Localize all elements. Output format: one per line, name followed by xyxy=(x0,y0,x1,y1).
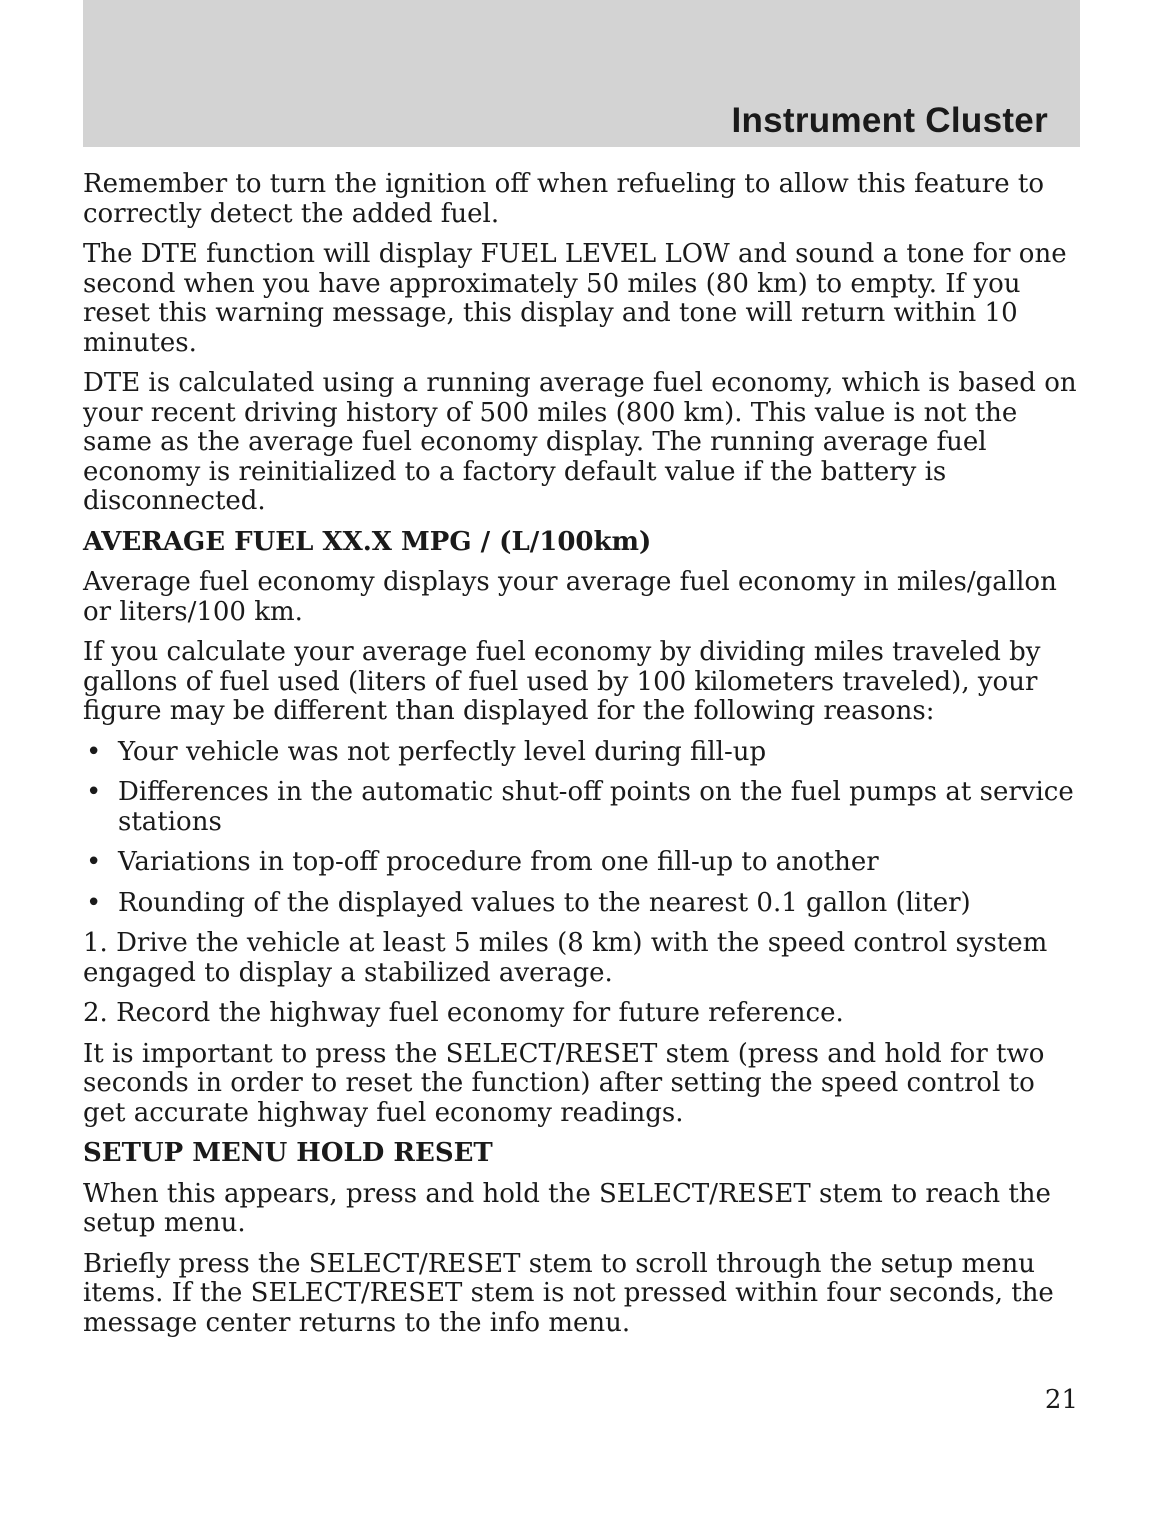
intro-paragraph-refueling: Remember to turn the ignition off when refueling to allow this feature to correctly detect the added fuel. xyxy=(83,169,1044,229)
header-band xyxy=(83,0,1080,147)
intro-paragraph-dte-calculation: DTE is calculated using a running average fuel economy, which is based on your recent driving history of 500 miles (800 km). This value is not the same as the average fuel economy display. The running average fuel economy is reinitialized to a factory default value if the battery is disconnected. xyxy=(83,368,1077,516)
setup-menu-heading: SETUP MENU HOLD RESET xyxy=(83,1138,493,1168)
step-2: 2. Record the highway fuel economy for future reference. xyxy=(83,998,844,1028)
bullet-icon: • xyxy=(86,887,102,918)
setup-menu-paragraph-hold: When this appears, press and hold the SELECT/RESET stem to reach the setup menu. xyxy=(83,1178,1051,1238)
list-item-text: Rounding of the displayed values to the nearest 0.1 gallon (liter) xyxy=(118,887,971,918)
average-fuel-calculation-note: If you calculate your average fuel economy by dividing miles traveled by gallons of fuel used (liters of fuel used by 100 kilometers traveled), your figure may be different than displayed for the following reasons: xyxy=(83,637,1041,726)
list-item-text: Your vehicle was not perfectly level during fill-up xyxy=(118,736,767,767)
list-item xyxy=(83,889,1083,919)
average-fuel-description: Average fuel economy displays your average fuel economy in miles/gallon or liters/100 km. xyxy=(83,567,1057,627)
list-item xyxy=(83,778,1083,837)
page-number: 21 xyxy=(1044,1385,1078,1415)
select-reset-note: It is important to press the SELECT/RESET stem (press and hold for two seconds in order to reset the function) after setting the speed control to get accurate highway fuel economy readings. xyxy=(83,1038,1045,1128)
list-item xyxy=(83,848,1083,878)
list-item-text: Differences in the automatic shut-off points on the fuel pumps at service stations xyxy=(118,777,1074,837)
page-content xyxy=(83,170,1083,1349)
section-title: Instrument Cluster xyxy=(731,101,1048,140)
bullet-icon: • xyxy=(86,847,102,877)
average-fuel-heading: AVERAGE FUEL XX.X MPG / (L/100km) xyxy=(83,526,652,557)
bullet-icon: • xyxy=(86,777,102,807)
bullet-icon: • xyxy=(86,736,102,767)
list-item-text: Variations in top-off procedure from one fill-up to another xyxy=(118,847,879,877)
list-item xyxy=(83,738,1083,768)
intro-paragraph-fuel-level-low: The DTE function will display FUEL LEVEL LOW and sound a tone for one second when you have approximately 50 miles (80 km) to empty. If you reset this warning message, this display and tone will return within 10 minutes. xyxy=(83,239,1067,358)
reasons-list xyxy=(83,738,1083,919)
setup-menu-paragraph-scroll: Briefly press the SELECT/RESET stem to scroll through the setup menu items. If the SELECT/RESET stem is not pressed within four seconds, the message center returns to the info menu. xyxy=(83,1248,1054,1338)
step-1: 1. Drive the vehicle at least 5 miles (8 km) with the speed control system engaged to display a stabilized average. xyxy=(83,928,1048,988)
